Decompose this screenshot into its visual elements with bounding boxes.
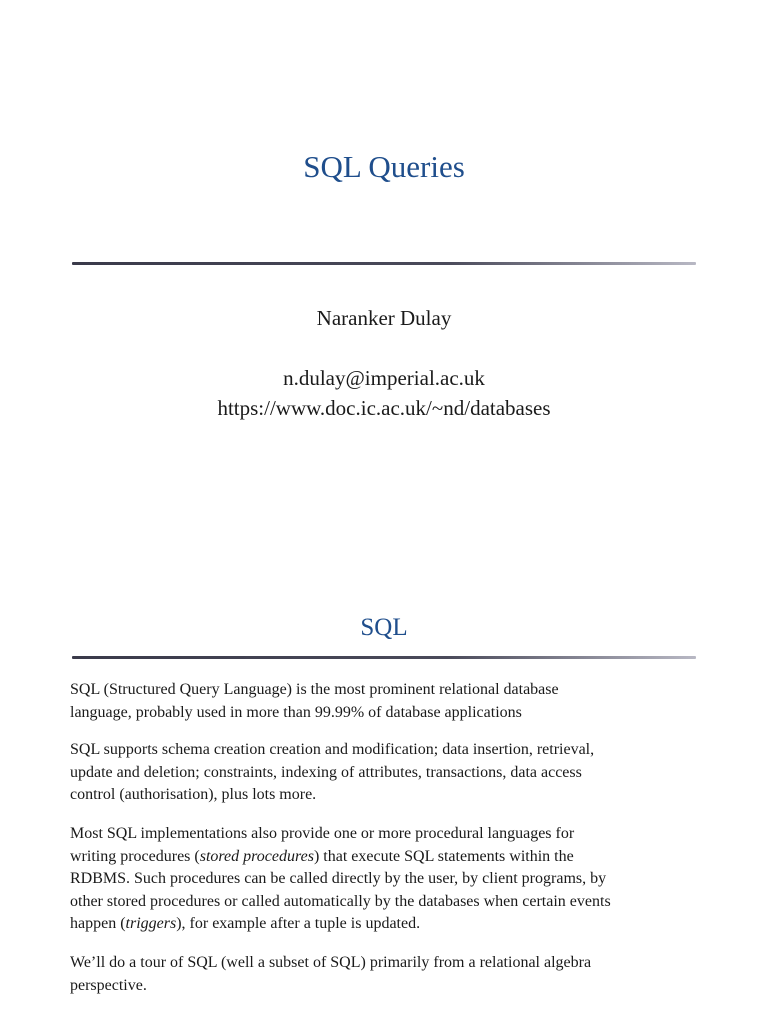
paragraph-line: language, probably used in more than 99.99% of database applications <box>70 703 522 721</box>
paragraph-line: Most SQL implementations also provide one or more procedural languages for <box>70 825 575 842</box>
paragraph-line: perspective. <box>70 976 147 994</box>
paragraph-3 <box>70 823 710 936</box>
paragraph-line: SQL supports schema creation creation and modification; data insertion, retrieval, <box>70 741 595 758</box>
text-segment: ), for example after a tuple is updated. <box>176 915 421 933</box>
text-segment: writing procedures ( <box>70 847 200 865</box>
text-segment: happen ( <box>70 915 126 933</box>
paragraph-1 <box>70 679 710 724</box>
emphasis-text: triggers <box>125 915 177 933</box>
paragraph-line: control (authorisation), plus lots more. <box>70 786 317 804</box>
paragraph-line <box>70 913 710 936</box>
paragraph-line <box>70 846 710 869</box>
author-email: n.dulay@imperial.ac.uk <box>283 366 485 390</box>
author-url: https://www.doc.ic.ac.uk/~nd/databases <box>217 396 551 420</box>
emphasis-text: stored procedures <box>199 847 314 865</box>
paragraph-line: update and deletion; constraints, indexing of attributes, transactions, data access <box>70 763 582 781</box>
paragraph-line: other stored procedures or called automatically by the databases when certain events <box>70 892 611 910</box>
section-divider <box>72 656 696 659</box>
title-divider <box>72 262 696 265</box>
paragraph-4 <box>70 952 710 997</box>
paragraph-line: SQL (Structured Query Language) is the most prominent relational database <box>70 681 559 698</box>
page-title: SQL Queries <box>303 149 465 184</box>
paragraph-line: We’ll do a tour of SQL (well a subset of SQL) primarily from a relational algebra <box>70 954 592 971</box>
section-title: SQL <box>360 614 408 641</box>
author-name: Naranker Dulay <box>316 306 452 330</box>
text-segment: ) that execute SQL statements within the <box>313 847 574 865</box>
paragraph-line: RDBMS. Such procedures can be called directly by the user, by client programs, by <box>70 870 607 888</box>
paragraph-2 <box>70 739 710 807</box>
